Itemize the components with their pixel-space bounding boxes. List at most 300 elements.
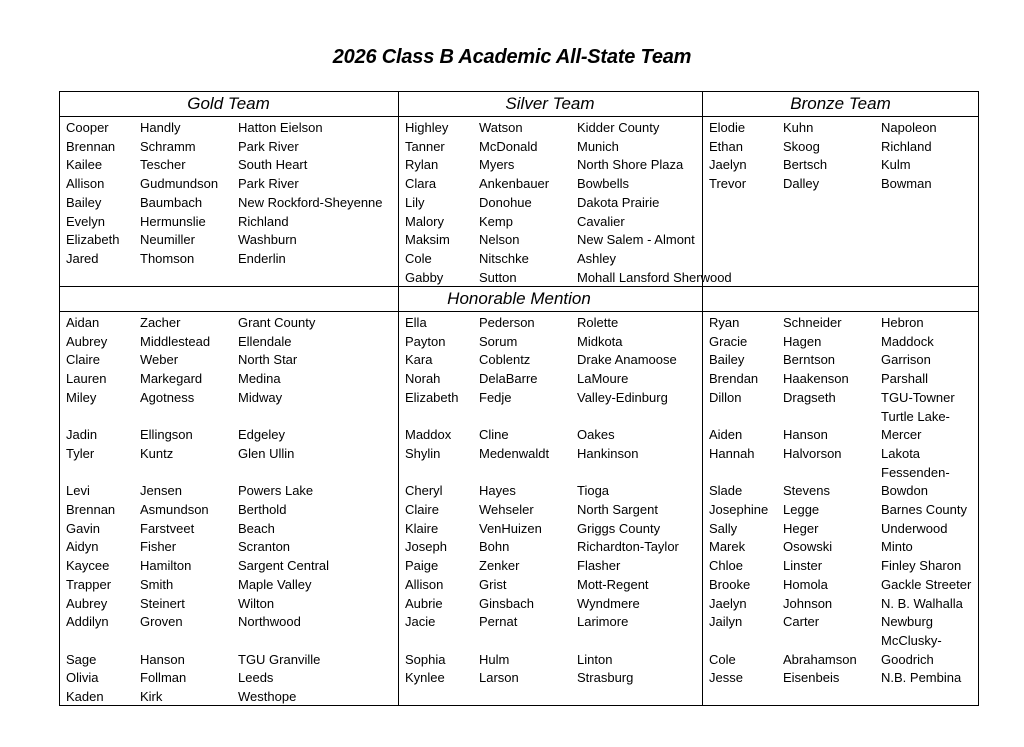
school-name: Edgeley <box>238 427 285 443</box>
list-item <box>405 137 745 156</box>
first-name: Joseph <box>405 539 447 555</box>
school-name: Valley-Edinburg <box>577 389 668 405</box>
list-item <box>66 463 406 482</box>
list-item <box>66 212 406 231</box>
school-name: Parshall <box>881 371 928 387</box>
first-name: Kynlee <box>405 670 445 686</box>
first-name: Jaelyn <box>709 595 747 611</box>
first-name: Tyler <box>66 445 95 461</box>
last-name: Asmundson <box>140 502 209 517</box>
list-item <box>405 268 745 287</box>
last-name: Weber <box>140 352 179 368</box>
school-name: Flasher <box>577 558 621 574</box>
list-item <box>66 332 406 351</box>
last-name: Pernat <box>479 614 518 630</box>
list-item <box>709 174 1024 193</box>
school-name: Hatton Eielson <box>238 120 323 135</box>
school-name: Westhope <box>238 689 297 704</box>
list-item <box>709 425 1024 444</box>
list-item <box>405 556 745 575</box>
school-name: Lakota <box>881 445 921 461</box>
school-name: Hebron <box>881 315 924 330</box>
school-name: Berthold <box>238 502 287 517</box>
last-name: Smith <box>140 576 174 592</box>
school-name: Linton <box>577 651 613 667</box>
first-name: Payton <box>405 333 446 349</box>
last-name: Fedje <box>479 389 512 405</box>
first-name: Brooke <box>709 576 751 592</box>
school-name: Mott-Regent <box>577 576 649 592</box>
school-name: South Heart <box>238 157 308 173</box>
last-name: Carter <box>783 614 820 630</box>
first-name: Jesse <box>709 670 743 686</box>
first-name: Elizabeth <box>405 389 459 405</box>
first-name: Josephine <box>709 502 769 517</box>
school-name: Wilton <box>238 595 275 611</box>
last-name: Bertsch <box>783 157 828 173</box>
last-name: Hanson <box>140 651 185 667</box>
school-name: Underwood <box>881 520 948 536</box>
last-name: Myers <box>479 157 515 173</box>
first-name: Dillon <box>709 389 742 405</box>
first-name: Highley <box>405 120 449 135</box>
school-name: Munich <box>577 138 619 154</box>
first-name: Klaire <box>405 520 439 536</box>
school-name: Fessenden- <box>881 464 950 480</box>
first-name: Marek <box>709 539 746 555</box>
first-name: Brennan <box>66 138 116 154</box>
list-item <box>66 537 406 556</box>
first-name: Paige <box>405 558 439 574</box>
school-name: Beach <box>238 520 275 536</box>
list-item <box>66 687 406 706</box>
list-item <box>709 388 1024 407</box>
list-item <box>709 332 1024 351</box>
last-name: Tescher <box>140 157 186 173</box>
school-name: Ellendale <box>238 333 292 349</box>
list-item <box>66 230 406 249</box>
list-item <box>405 444 745 463</box>
school-name: N. B. Walhalla <box>881 595 963 611</box>
first-name: Bailey <box>709 352 745 368</box>
list-item <box>405 230 745 249</box>
last-name: Hayes <box>479 483 516 499</box>
last-name: VenHuizen <box>479 520 542 536</box>
list-item <box>66 519 406 538</box>
school-name: Mohall Lansford Sherwood <box>577 269 732 285</box>
list-item <box>405 193 745 212</box>
last-name: Donohue <box>479 194 532 210</box>
first-name: Lauren <box>66 371 107 387</box>
last-name: McDonald <box>479 138 538 154</box>
list-item <box>709 137 1024 156</box>
school-name: Midway <box>238 389 283 405</box>
list-item <box>66 594 406 613</box>
list-item <box>709 631 1024 650</box>
first-name: Jaelyn <box>709 157 747 173</box>
list-item <box>66 350 406 369</box>
list-item <box>405 332 748 351</box>
school-name: New Salem - Almont <box>577 232 695 248</box>
first-name: Sally <box>709 520 738 536</box>
list-item <box>405 500 745 519</box>
last-name: Zacher <box>140 315 181 330</box>
first-name: Hannah <box>709 445 755 461</box>
school-name: Bowman <box>881 176 932 192</box>
list-item <box>405 350 745 369</box>
list-item <box>66 249 406 268</box>
school-name: Kulm <box>881 157 911 173</box>
list-item <box>709 444 1024 463</box>
last-name: Bohn <box>479 539 510 555</box>
school-name: Strasburg <box>577 670 634 686</box>
last-name: Eisenbeis <box>783 670 840 686</box>
school-name: Napoleon <box>881 120 937 135</box>
list-item <box>709 594 1024 613</box>
list-item <box>405 369 745 388</box>
school-name: Finley Sharon <box>881 558 962 574</box>
list-item <box>709 537 1024 556</box>
school-name: Medina <box>238 371 281 387</box>
list-item <box>709 350 1024 369</box>
last-name: Johnson <box>783 595 833 611</box>
school-name: Richardton-Taylor <box>577 539 679 555</box>
first-name: Clara <box>405 176 437 192</box>
school-name: Garrison <box>881 352 931 368</box>
school-name: Gackle Streeter <box>881 576 972 592</box>
first-name: Claire <box>405 502 439 517</box>
last-name: Abrahamson <box>783 651 857 667</box>
list-item <box>405 118 745 137</box>
first-name: Jailyn <box>709 614 743 630</box>
school-name: Oakes <box>577 427 615 443</box>
last-name: DelaBarre <box>479 371 538 387</box>
school-name: TGU-Towner <box>881 389 955 405</box>
school-name: Powers Lake <box>238 483 314 499</box>
first-name: Cole <box>405 250 432 266</box>
list-item <box>405 594 745 613</box>
last-name: Nelson <box>479 232 520 248</box>
list-item <box>66 155 406 174</box>
school-name: McClusky- <box>881 632 942 648</box>
first-name: Levi <box>66 483 90 499</box>
school-name: Turtle Lake- <box>881 408 950 424</box>
first-name: Jared <box>66 250 99 266</box>
list-item <box>709 612 1024 631</box>
list-item <box>405 388 745 407</box>
last-name: Ankenbauer <box>479 176 550 192</box>
first-name: Trapper <box>66 576 112 592</box>
list-item <box>709 155 1024 174</box>
list-item <box>66 668 406 687</box>
list-item <box>709 650 1024 669</box>
school-name: N.B. Pembina <box>881 670 962 686</box>
school-name: Park River <box>238 176 299 192</box>
list-item <box>405 155 745 174</box>
last-name: Larson <box>479 670 519 686</box>
school-name: Cavalier <box>577 213 625 229</box>
list-item <box>405 537 745 556</box>
first-name: Olivia <box>66 670 99 686</box>
list-item <box>709 118 1024 137</box>
first-name: Lily <box>405 194 425 210</box>
list-item <box>66 575 406 594</box>
school-name: Bowbells <box>577 176 630 192</box>
last-name: Thomson <box>140 250 195 266</box>
school-name: Richland <box>881 138 932 154</box>
page-title: 2026 Class B Academic All-State Team <box>332 46 692 68</box>
last-name: Legge <box>783 502 820 517</box>
last-name: Middlestead <box>140 333 211 349</box>
list-item <box>405 407 745 426</box>
list-item <box>66 425 406 444</box>
list-item <box>405 612 745 631</box>
list-item <box>66 388 406 407</box>
school-name: Dakota Prairie <box>577 194 660 210</box>
school-name: Larimore <box>577 614 629 630</box>
last-name: Kuntz <box>140 445 174 461</box>
last-name: Stevens <box>783 483 830 499</box>
honorable-mention-header: Honorable Mention <box>447 289 591 308</box>
last-name: Nitschke <box>479 250 529 266</box>
first-name: Slade <box>709 483 743 499</box>
list-item <box>405 575 745 594</box>
school-name: New Rockford-Sheyenne <box>238 194 383 210</box>
first-name: Norah <box>405 371 441 387</box>
list-item <box>709 556 1024 575</box>
last-name: Haakenson <box>783 371 849 387</box>
last-name: Dalley <box>783 176 820 192</box>
first-name: Ethan <box>709 138 743 154</box>
school-name: Rolette <box>577 315 619 330</box>
list-item <box>709 500 1024 519</box>
first-name: Brendan <box>709 371 759 387</box>
list-item <box>66 444 406 463</box>
first-name: Chloe <box>709 558 743 574</box>
last-name: Markegard <box>140 371 203 387</box>
school-name: Leeds <box>238 670 274 686</box>
last-name: Fisher <box>140 539 177 555</box>
last-name: Watson <box>479 120 523 135</box>
school-name: Northwood <box>238 614 301 630</box>
school-name: LaMoure <box>577 371 629 387</box>
first-name: Aidyn <box>66 539 99 555</box>
last-name: Homola <box>783 576 828 592</box>
list-item <box>66 556 406 575</box>
list-item <box>405 631 745 650</box>
school-name: Goodrich <box>881 651 934 667</box>
first-name: Gracie <box>709 333 748 349</box>
list-item <box>709 407 1024 426</box>
list-item <box>66 481 406 500</box>
school-name: Glen Ullin <box>238 445 295 461</box>
school-name: Grant County <box>238 315 316 330</box>
first-name: Kara <box>405 352 433 368</box>
school-name: Maple Valley <box>238 576 312 592</box>
first-name: Maddox <box>405 427 452 443</box>
last-name: Neumiller <box>140 232 195 248</box>
school-name: Sargent Central <box>238 558 330 574</box>
gold-team-header: Gold Team <box>187 94 270 113</box>
list-item <box>66 118 406 137</box>
last-name: Farstveet <box>140 520 195 536</box>
school-name: North Sargent <box>577 502 658 517</box>
list-item <box>405 668 745 687</box>
last-name: Zenker <box>479 558 520 574</box>
header-divider-top <box>59 116 979 117</box>
list-item <box>709 481 1024 500</box>
school-name: Washburn <box>238 232 297 248</box>
last-name: Linster <box>783 558 823 574</box>
last-name: Medenwaldt <box>479 445 550 461</box>
honorable-divider-bottom <box>59 311 979 312</box>
school-name: North Star <box>238 352 298 368</box>
list-item <box>709 369 1024 388</box>
first-name: Sophia <box>405 651 446 667</box>
first-name: Malory <box>405 213 445 229</box>
last-name: Berntson <box>783 352 836 368</box>
last-name: Baumbach <box>140 194 203 210</box>
last-name: Groven <box>140 614 183 630</box>
list-item <box>709 463 1024 482</box>
first-name: Maksim <box>405 232 450 248</box>
first-name: Gavin <box>66 520 100 536</box>
list-item <box>66 174 406 193</box>
first-name: Jacie <box>405 614 436 630</box>
last-name: Ellingson <box>140 427 193 443</box>
first-name: Ryan <box>709 315 740 330</box>
first-name: Cooper <box>66 120 109 135</box>
school-name: Griggs County <box>577 520 661 536</box>
last-name: Hagen <box>783 333 822 349</box>
last-name: Agotness <box>140 389 195 405</box>
school-name: Bowdon <box>881 483 928 499</box>
last-name: Kuhn <box>783 120 814 135</box>
first-name: Aiden <box>709 427 743 443</box>
first-name: Brennan <box>66 502 116 517</box>
list-item <box>709 575 1024 594</box>
first-name: Allison <box>405 576 444 592</box>
first-name: Elodie <box>709 120 746 135</box>
first-name: Jadin <box>66 427 98 443</box>
school-name: Park River <box>238 138 299 154</box>
last-name: Osowski <box>783 539 833 555</box>
first-name: Kaycee <box>66 558 110 574</box>
school-name: Drake Anamoose <box>577 352 677 368</box>
first-name: Kailee <box>66 157 103 173</box>
last-name: Follman <box>140 670 187 686</box>
silver-team-header: Silver Team <box>505 94 595 113</box>
first-name: Aubrie <box>405 595 443 611</box>
first-name: Claire <box>66 352 100 368</box>
school-name: Maddock <box>881 333 934 349</box>
first-name: Shylin <box>405 445 441 461</box>
first-name: Aubrey <box>66 595 108 611</box>
school-name: North Shore Plaza <box>577 157 684 173</box>
school-name: Barnes County <box>881 502 967 517</box>
list-item <box>405 212 745 231</box>
last-name: Steinert <box>140 595 185 611</box>
list-item <box>66 407 406 426</box>
school-name: Richland <box>238 213 289 229</box>
last-name: Wehseler <box>479 502 534 517</box>
last-name: Handly <box>140 120 181 135</box>
first-name: Sage <box>66 651 97 667</box>
list-item <box>405 463 745 482</box>
list-item <box>405 313 745 332</box>
last-name: Cline <box>479 427 509 443</box>
list-item <box>405 650 745 669</box>
school-name: Kidder County <box>577 120 660 135</box>
school-name: Newburg <box>881 614 934 630</box>
list-item <box>709 668 1024 687</box>
last-name: Pederson <box>479 315 535 330</box>
list-item <box>66 631 406 650</box>
first-name: Rylan <box>405 157 439 173</box>
first-name: Addilyn <box>66 614 109 630</box>
list-item <box>66 650 406 669</box>
last-name: Ginsbach <box>479 595 534 611</box>
last-name: Kirk <box>140 689 163 704</box>
first-name: Aidan <box>66 315 100 330</box>
first-name: Elizabeth <box>66 232 120 248</box>
last-name: Schramm <box>140 138 196 154</box>
last-name: Skoog <box>783 138 820 154</box>
last-name: Gudmundson <box>140 176 219 192</box>
first-name: Aubrey <box>66 333 108 349</box>
list-item <box>405 174 745 193</box>
first-name: Tanner <box>405 138 445 154</box>
last-name: Heger <box>783 520 819 536</box>
list-item <box>405 249 745 268</box>
first-name: Ella <box>405 315 427 330</box>
first-name: Gabby <box>405 269 444 285</box>
first-name: Allison <box>66 176 105 192</box>
first-name: Cole <box>709 651 736 667</box>
school-name: Wyndmere <box>577 595 640 611</box>
last-name: Sorum <box>479 333 518 349</box>
last-name: Kemp <box>479 213 513 229</box>
school-name: Midkota <box>577 333 623 349</box>
list-item <box>66 193 406 212</box>
first-name: Evelyn <box>66 213 106 229</box>
last-name: Hulm <box>479 651 510 667</box>
last-name: Jensen <box>140 483 182 499</box>
list-item <box>405 425 745 444</box>
first-name: Kaden <box>66 689 104 704</box>
list-item <box>66 313 406 332</box>
first-name: Trevor <box>709 176 747 192</box>
list-item <box>709 313 1024 332</box>
first-name: Cheryl <box>405 483 443 499</box>
first-name: Bailey <box>66 194 102 210</box>
school-name: Enderlin <box>238 250 286 266</box>
last-name: Hermunslie <box>140 213 206 229</box>
last-name: Grist <box>479 576 507 592</box>
list-item <box>66 500 406 519</box>
school-name: Mercer <box>881 427 922 443</box>
school-name: Tioga <box>577 483 610 499</box>
list-item <box>405 481 745 500</box>
list-item <box>66 369 406 388</box>
list-item <box>66 137 406 156</box>
last-name: Schneider <box>783 315 842 330</box>
last-name: Sutton <box>479 269 517 285</box>
last-name: Dragseth <box>783 389 836 405</box>
first-name: Miley <box>66 389 97 405</box>
list-item <box>66 612 406 631</box>
last-name: Hanson <box>783 427 828 443</box>
